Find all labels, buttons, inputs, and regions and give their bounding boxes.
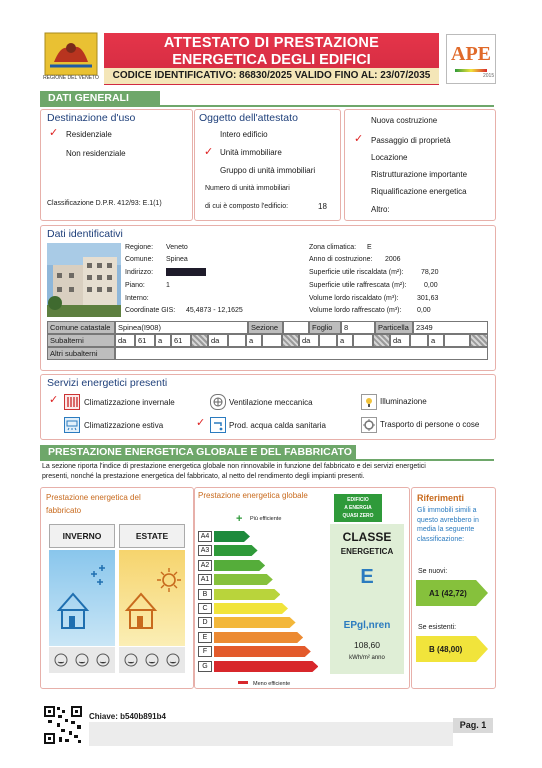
estate-panel bbox=[119, 550, 185, 646]
subalterni-a-2: a bbox=[246, 334, 262, 347]
piano-value: 1 bbox=[166, 282, 170, 289]
riferimenti-text-1: Gli immobili simili a bbox=[417, 507, 477, 514]
subalterni-to-value: 61 bbox=[171, 334, 191, 347]
ape-logo-year: 2015 bbox=[483, 73, 495, 79]
energy-class-label-a4: A4 bbox=[198, 531, 212, 542]
elevator-icon bbox=[361, 417, 377, 433]
option-gruppo-unita: Gruppo di unità immobiliari bbox=[220, 166, 316, 175]
destinazione-heading: Destinazione d'uso bbox=[47, 112, 136, 124]
indirizzo-label: Indirizzo: bbox=[125, 269, 154, 276]
classe-label-1: CLASSE bbox=[342, 530, 392, 544]
building-photo bbox=[47, 243, 121, 317]
passaggio-checkmark: ✓ bbox=[354, 133, 364, 145]
subalterni-empty-1 bbox=[228, 334, 246, 347]
servizio-trasporto: Trasporto di persone o cose bbox=[380, 420, 480, 429]
energy-class-arrow-d bbox=[214, 617, 296, 628]
lightbulb-icon bbox=[361, 394, 377, 410]
energy-class-row-b bbox=[198, 589, 280, 600]
foglio-value: 8 bbox=[341, 321, 375, 334]
energy-class-arrow-e bbox=[214, 632, 303, 643]
energy-class-arrow-g bbox=[214, 661, 318, 672]
option-ristrutturazione: Ristrutturazione importante bbox=[371, 170, 468, 179]
subalterni-a-1: a bbox=[155, 334, 171, 347]
riferimenti-text-2: questo avrebbero in bbox=[417, 516, 479, 524]
code-identificativo: CODICE IDENTIFICATIVO: 86830/2025 VALIDO FINO AL: 23/07/2035 bbox=[112, 70, 431, 81]
option-passaggio-proprieta: Passaggio di proprietà bbox=[371, 136, 451, 145]
coordinate-value: 45,4873 - 12,1625 bbox=[186, 307, 243, 314]
air-conditioner-icon bbox=[64, 417, 80, 433]
subalterni-empty-5 bbox=[410, 334, 428, 347]
vol-riscaldato-label: Volume lordo riscaldato (m³): bbox=[309, 295, 399, 302]
option-residenziale: Residenziale bbox=[66, 130, 112, 139]
se-esistenti-value: B (48,00) bbox=[429, 645, 463, 654]
meno-efficiente-label: Meno efficiente bbox=[253, 681, 291, 687]
anno-costruzione-value: 2006 bbox=[385, 256, 401, 263]
servizi-heading: Servizi energetici presenti bbox=[47, 377, 168, 389]
nzeb-line-1: EDIFICIO bbox=[347, 497, 369, 503]
option-riqualificazione: Riqualificazione energetica bbox=[371, 187, 467, 196]
title-line-2: ENERGETICA DEGLI EDIFICI bbox=[172, 52, 371, 68]
ep-unit: kWh/m² anno bbox=[349, 655, 385, 661]
subalterni-da-1: da bbox=[115, 334, 135, 347]
numero-unita-label-2: di cui è composto l'edificio: bbox=[205, 203, 289, 210]
altri-subalterni-value bbox=[115, 347, 488, 360]
piu-efficiente-label: Più efficiente bbox=[250, 516, 282, 522]
piano-label: Piano: bbox=[125, 282, 145, 289]
fabbricato-heading-2: fabbricato bbox=[46, 506, 82, 515]
subalterni-label: Subalterni bbox=[47, 334, 115, 347]
ape-logo bbox=[446, 34, 496, 84]
sup-raffrescata-value: 0,00 bbox=[424, 282, 438, 289]
ep-value: 108,60 bbox=[354, 640, 380, 650]
comune-value: Spinea bbox=[166, 256, 188, 263]
numero-unita-value: 18 bbox=[318, 202, 327, 211]
option-altro: Altro: bbox=[371, 205, 390, 214]
energy-class-label-a1: A1 bbox=[198, 574, 212, 585]
subalterni-empty-2 bbox=[262, 334, 282, 347]
motivo-box bbox=[344, 109, 496, 221]
energy-class-scale bbox=[198, 531, 310, 671]
energy-class-label-f: F bbox=[198, 646, 212, 657]
subalterni-a-4: a bbox=[428, 334, 444, 347]
vol-raffrescato-value: 0,00 bbox=[417, 307, 431, 314]
prestazione-header: PRESTAZIONE ENERGETICA GLOBALE E DEL FABBRICATO bbox=[40, 445, 356, 459]
regione-value: Veneto bbox=[166, 244, 188, 251]
dati-generali-header: DATI GENERALI bbox=[40, 91, 160, 105]
particella-value: 2349 bbox=[413, 321, 488, 334]
oggetto-heading: Oggetto dell'attestato bbox=[199, 112, 298, 124]
plus-icon: + bbox=[236, 513, 243, 525]
energy-class-arrow-c bbox=[214, 603, 288, 614]
vol-riscaldato-value: 301,63 bbox=[417, 295, 439, 302]
energy-class-label-g: G bbox=[198, 661, 212, 672]
coordinate-label: Coordinate GIS: bbox=[125, 307, 176, 314]
energy-class-row-d bbox=[198, 617, 296, 628]
zona-climatica-label: Zona climatica: bbox=[309, 244, 357, 251]
energy-class-label-e: E bbox=[198, 632, 212, 643]
energy-class-row-g bbox=[198, 661, 318, 672]
energy-class-row-f bbox=[198, 646, 311, 657]
riferimenti-text-3: media la seguente bbox=[417, 526, 475, 533]
inverno-house-icon bbox=[49, 550, 115, 646]
minus-icon bbox=[238, 681, 248, 684]
estate-rating bbox=[119, 647, 185, 673]
se-nuovi-value: A1 (42,72) bbox=[429, 589, 467, 598]
anno-costruzione-label: Anno di costruzione: bbox=[309, 256, 373, 263]
prestazione-intro-1: La sezione riporta l'indice di prestazione energetica globale non rinnovabile in funzione del fabbricato e dei servizi energetici bbox=[42, 463, 426, 470]
regione-label: Regione: bbox=[125, 244, 154, 251]
energy-class-arrow-a3 bbox=[214, 545, 258, 556]
acqua-calda-checkmark: ✓ bbox=[196, 417, 206, 429]
comune-catastale-value: Spinea(I908) bbox=[115, 321, 248, 334]
servizio-illuminazione: Illuminazione bbox=[380, 397, 427, 406]
energy-class-arrow-a1 bbox=[214, 574, 273, 585]
energy-class-arrow-a4 bbox=[214, 531, 250, 542]
energy-class-row-c bbox=[198, 603, 288, 614]
subalterni-hatch-3 bbox=[373, 334, 390, 347]
unita-checkmark: ✓ bbox=[204, 146, 214, 158]
option-intero-edificio: Intero edificio bbox=[220, 130, 268, 139]
invernale-checkmark: ✓ bbox=[49, 394, 59, 406]
chiave-text: Chiave: b540b891b4 bbox=[89, 712, 166, 721]
qr-code bbox=[43, 705, 83, 745]
subalterni-empty-4 bbox=[353, 334, 373, 347]
se-nuovi-label: Se nuovi: bbox=[418, 568, 448, 575]
inverno-panel bbox=[49, 550, 115, 646]
servizio-ventilazione: Ventilazione meccanica bbox=[229, 398, 313, 407]
sezione-label: Sezione bbox=[248, 321, 283, 334]
riferimenti-heading: Riferimenti bbox=[417, 493, 465, 503]
option-non-residenziale: Non residenziale bbox=[66, 149, 126, 158]
residenziale-checkmark: ✓ bbox=[49, 127, 59, 139]
energy-class-arrow-a2 bbox=[214, 560, 265, 571]
inverno-rating bbox=[49, 647, 115, 673]
option-unita-immobiliare: Unità immobiliare bbox=[220, 148, 282, 157]
riferimenti-text-4: classificazione: bbox=[417, 535, 465, 543]
subalterni-da-4: da bbox=[390, 334, 410, 347]
energy-class-arrow-f bbox=[214, 646, 311, 657]
subalterni-empty-6 bbox=[444, 334, 470, 347]
vol-raffrescato-label: Volume lordo raffrescato (m³): bbox=[309, 307, 402, 314]
fan-icon bbox=[210, 394, 226, 410]
title-line-1: ATTESTATO DI PRESTAZIONE bbox=[163, 35, 380, 51]
interno-label: Interno: bbox=[125, 295, 149, 302]
servizio-acqua-calda: Prod. acqua calda sanitaria bbox=[229, 421, 326, 430]
option-nuova-costruzione: Nuova costruzione bbox=[371, 116, 438, 125]
energy-class-row-e bbox=[198, 632, 303, 643]
classe-label-2: ENERGETICA bbox=[340, 547, 394, 556]
nzeb-line-3: QUASI ZERO bbox=[342, 513, 374, 519]
dati-generali-rule bbox=[40, 105, 494, 107]
subalterni-a-3: a bbox=[337, 334, 353, 347]
subalterni-hatch-2 bbox=[282, 334, 299, 347]
energy-class-row-a2 bbox=[198, 560, 265, 571]
globale-heading: Prestazione energetica globale bbox=[198, 491, 308, 500]
subalterni-hatch-4 bbox=[470, 334, 488, 347]
energy-class-label-d: D bbox=[198, 617, 212, 628]
option-locazione: Locazione bbox=[371, 153, 408, 162]
page-number: Pag. 1 bbox=[453, 718, 493, 733]
radiator-icon bbox=[64, 394, 80, 410]
sup-riscaldata-label: Superficie utile riscaldata (m²): bbox=[309, 269, 404, 276]
sezione-value bbox=[283, 321, 309, 334]
subalterni-da-3: da bbox=[299, 334, 319, 347]
subalterni-da-2: da bbox=[208, 334, 228, 347]
ep-label: EPgl,nren bbox=[343, 620, 391, 631]
indirizzo-redacted bbox=[166, 268, 206, 276]
fabbricato-heading-1: Prestazione energetica del bbox=[46, 493, 141, 502]
foglio-label: Foglio bbox=[309, 321, 341, 334]
energy-class-label-c: C bbox=[198, 603, 212, 614]
sup-raffrescata-label: Superficie utile raffrescata (m²): bbox=[309, 282, 407, 289]
energy-class-arrow-b bbox=[214, 589, 280, 600]
subalterni-from-value: 61 bbox=[135, 334, 155, 347]
identificativi-heading: Dati identificativi bbox=[47, 228, 123, 240]
riferimenti-text bbox=[417, 506, 479, 544]
sup-riscaldata-value: 78,20 bbox=[421, 269, 439, 276]
estate-label: ESTATE bbox=[119, 524, 185, 548]
nzeb-badge bbox=[334, 494, 382, 522]
comune-catastale-label: Comune catastale bbox=[47, 321, 115, 334]
inverno-label: INVERNO bbox=[49, 524, 115, 548]
region-caption: REGIONE DEL VENETO bbox=[43, 75, 99, 81]
classe-value: E bbox=[360, 566, 374, 588]
servizio-invernale: Climatizzazione invernale bbox=[84, 398, 175, 407]
energy-class-row-a4 bbox=[198, 531, 250, 542]
energy-class-label-b: B bbox=[198, 589, 212, 600]
servizio-estiva: Climatizzazione estiva bbox=[84, 421, 164, 430]
se-esistenti-label: Se esistenti: bbox=[418, 624, 457, 631]
altri-subalterni-label: Altri subalterni bbox=[47, 347, 115, 360]
prestazione-rule bbox=[40, 459, 494, 461]
zona-climatica-value: E bbox=[367, 244, 372, 251]
energy-class-label-a3: A3 bbox=[198, 545, 212, 556]
ape-logo-text: APE bbox=[451, 43, 491, 65]
water-tap-icon bbox=[210, 417, 226, 433]
comune-label: Comune: bbox=[125, 256, 154, 263]
numero-unita-label-1: Numero di unità immobiliari bbox=[205, 185, 290, 192]
subalterni-hatch-1 bbox=[191, 334, 208, 347]
subalterni-empty-3 bbox=[319, 334, 337, 347]
particella-label: Particella bbox=[375, 321, 413, 334]
energy-class-row-a1 bbox=[198, 574, 273, 585]
prestazione-intro-2: presenti, nonché la prestazione energetica del fabbricato, al netto del rendimento degli impianti presenti. bbox=[42, 473, 365, 480]
energy-class-row-a3 bbox=[198, 545, 258, 556]
estate-house-icon bbox=[119, 550, 185, 646]
footer-band bbox=[89, 722, 453, 746]
nzeb-line-2: A ENERGIA bbox=[344, 505, 372, 511]
classificazione-dpr: Classificazione D.P.R. 412/93: E.1(1) bbox=[47, 200, 162, 207]
energy-class-label-a2: A2 bbox=[198, 560, 212, 571]
ape-logo-stripe bbox=[455, 69, 487, 72]
